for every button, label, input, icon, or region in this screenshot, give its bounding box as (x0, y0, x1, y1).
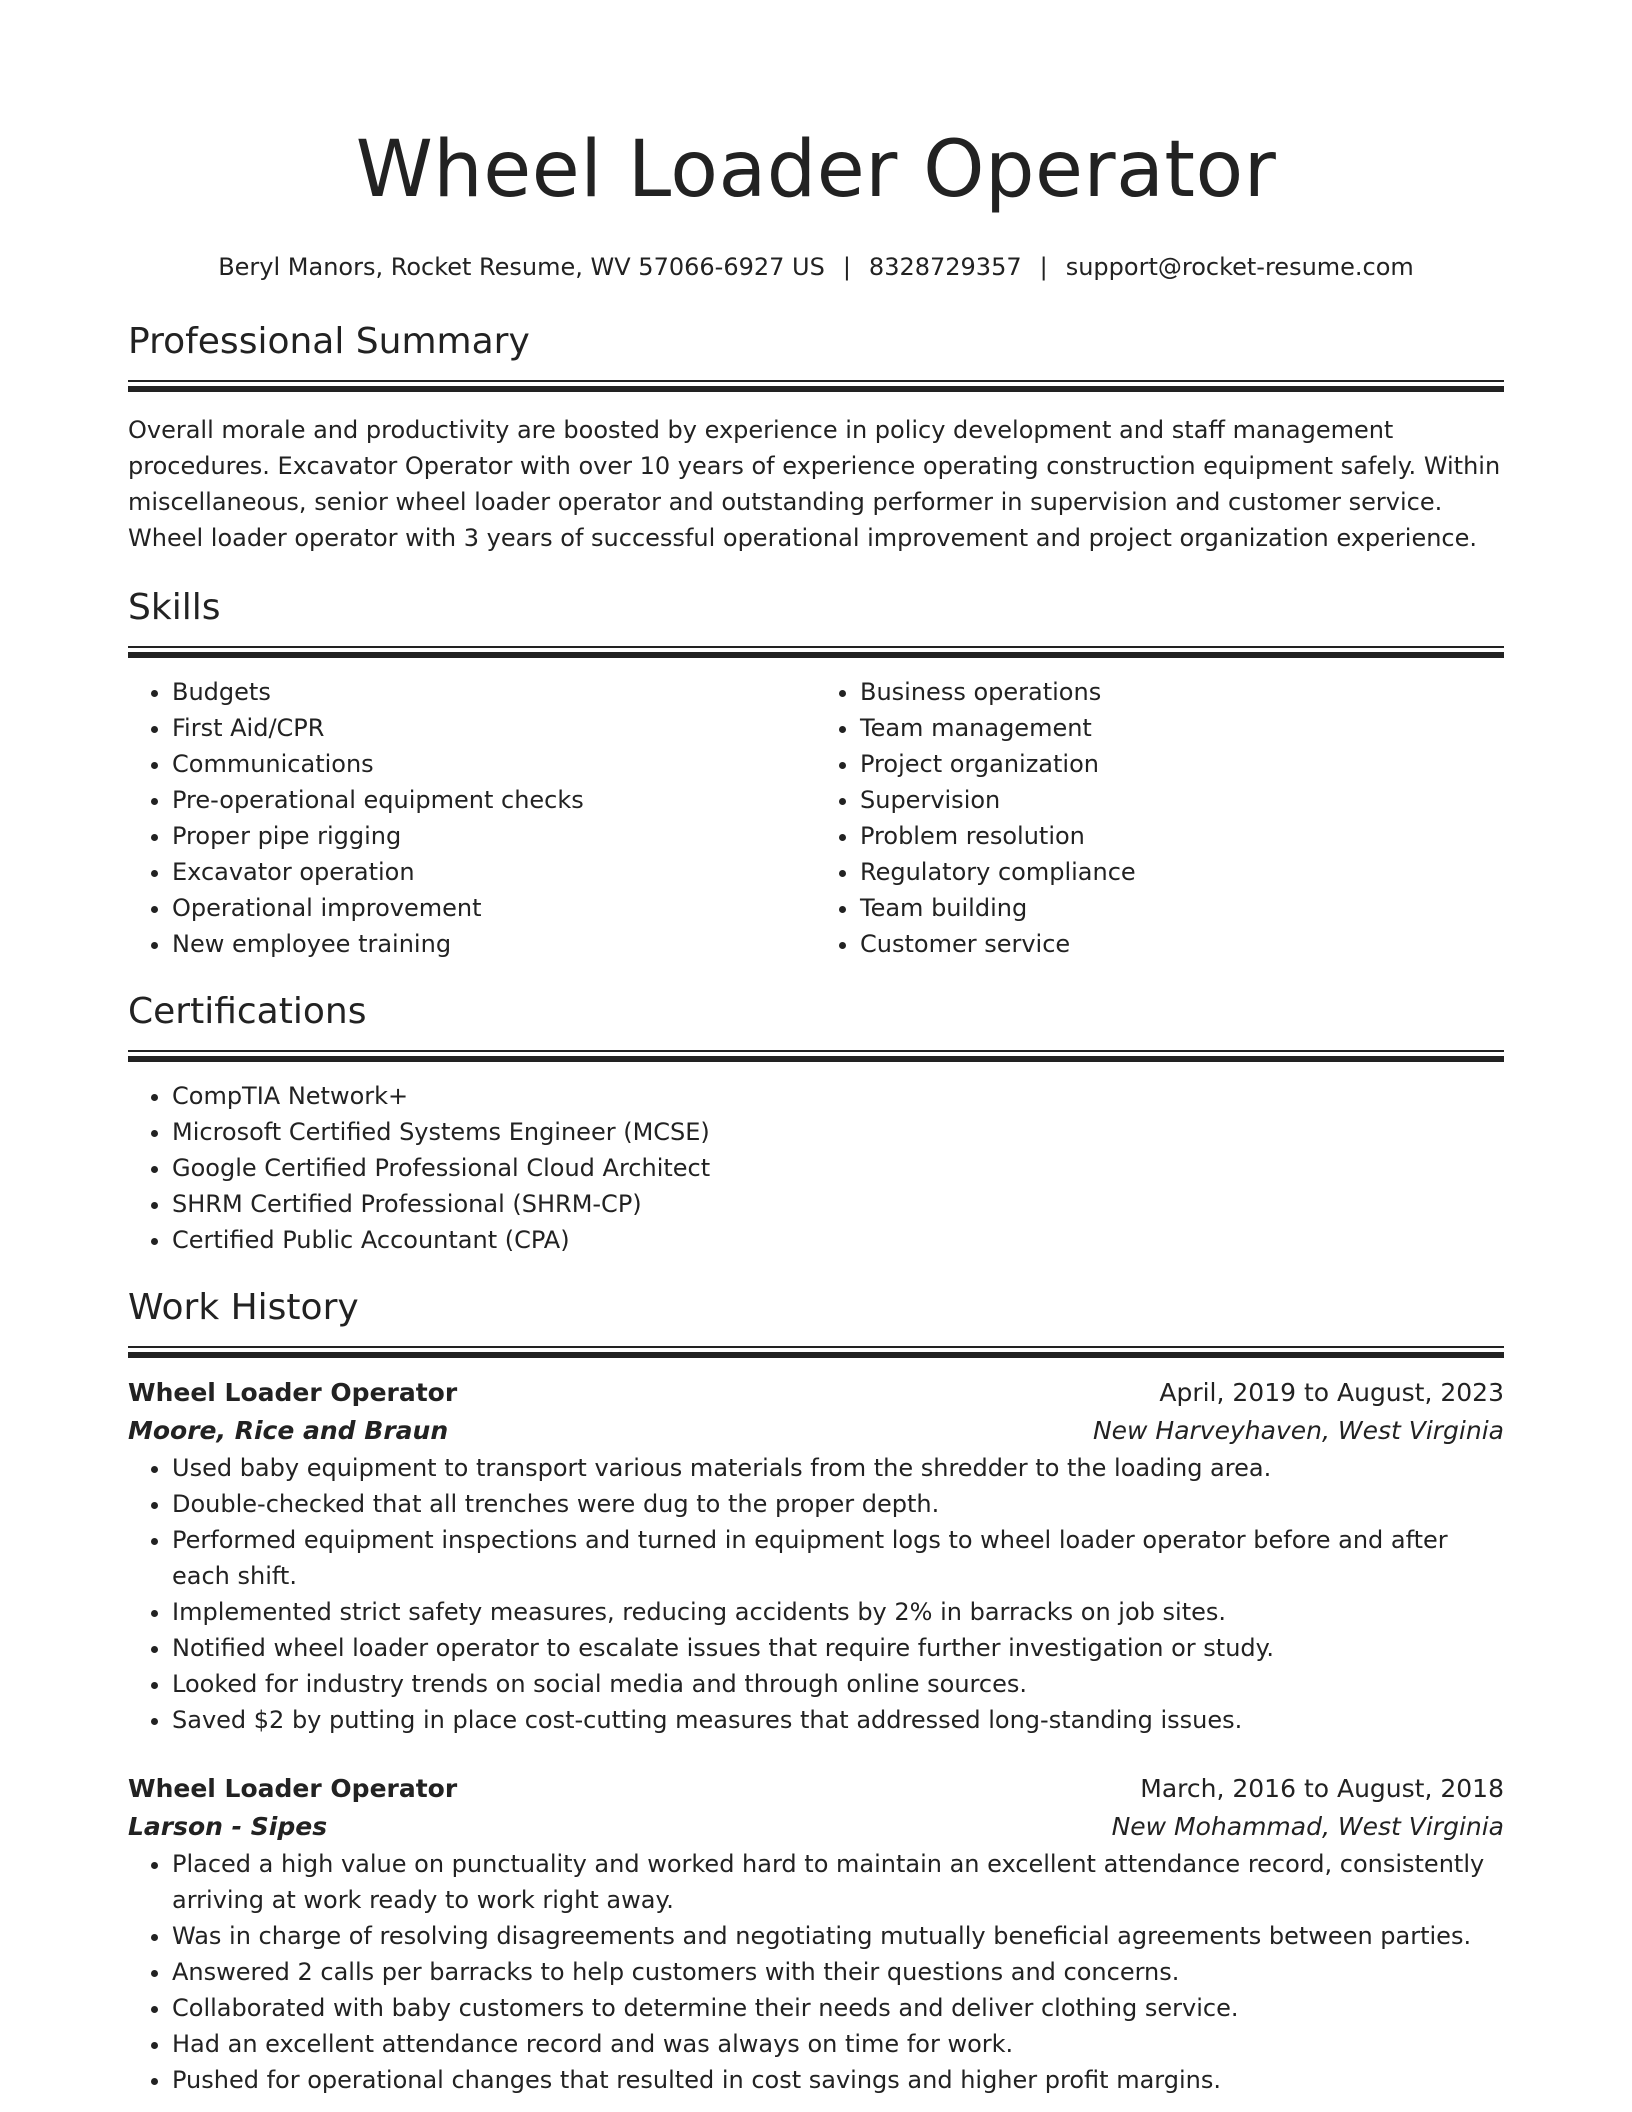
skill-item: • First Aid/CPR (172, 710, 816, 746)
job-dates: April, 2019 to August, 2023 (1159, 1378, 1504, 1407)
candidate-name: Wheel Loader Operator (355, 125, 1277, 215)
certifications-heading: Certifications (128, 991, 367, 1032)
skill-item: • Pre-operational equipment checks (172, 782, 816, 818)
skill-item: • Excavator operation (172, 854, 816, 890)
summary-text: Overall morale and productivity are boosted by experience in policy development and staff management procedures. Excavator Operator with over 10 years of experience operating construction equipment safely. Within miscellaneous, senior wheel loader operator and outstanding performer in supervision and customer service. Wheel loader operator with 3 years of successful operational improvement and project organization experience. (128, 416, 1501, 552)
certification-item: • Microsoft Certified Systems Engineer (MCSE) (172, 1114, 1504, 1150)
resume-page (128, 0, 1504, 2098)
job-entry (128, 1770, 1504, 2098)
section-divider (128, 1346, 1504, 1358)
contact-address: Beryl Manors, Rocket Resume, WV 57066-6927 US (218, 253, 825, 281)
job-bullet: • Saved $2 by putting in place cost-cutting measures that addressed long-standing issues. (172, 1702, 1504, 1738)
job-bullet-list (128, 1846, 1504, 2098)
job-bullet: • Had an excellent attendance record and was always on time for work. (172, 2026, 1504, 2062)
job-title: Wheel Loader Operator (128, 1378, 458, 1407)
section-divider (128, 1050, 1504, 1062)
job-dates: March, 2016 to August, 2018 (1140, 1774, 1504, 1803)
contact-separator: | (1039, 253, 1048, 281)
work-history-heading: Work History (128, 1287, 359, 1328)
certification-item: • CompTIA Network+ (172, 1078, 1504, 1114)
summary-section (128, 318, 1504, 556)
contact-separator: | (842, 253, 851, 281)
job-subheader-row (128, 1412, 1504, 1450)
skill-item: • Regulatory compliance (860, 854, 1504, 890)
skill-item: • Communications (172, 746, 816, 782)
skill-item: • Customer service (860, 926, 1504, 962)
skill-item: • Operational improvement (172, 890, 816, 926)
job-bullet-list (128, 1450, 1504, 1738)
skills-heading: Skills (128, 587, 221, 628)
skill-item: • Proper pipe rigging (172, 818, 816, 854)
certification-item: • SHRM Certified Professional (SHRM-CP) (172, 1186, 1504, 1222)
job-title: Wheel Loader Operator (128, 1774, 458, 1803)
job-location: New Mohammad, West Virginia (1111, 1812, 1504, 1841)
skills-list-right (816, 674, 1504, 962)
job-bullet: • Double-checked that all trenches were dug to the proper depth. (172, 1486, 1504, 1522)
job-location: New Harveyhaven, West Virginia (1092, 1416, 1504, 1445)
section-divider (128, 646, 1504, 658)
certifications-list (128, 1078, 1504, 1258)
job-bullet: • Used baby equipment to transport various materials from the shredder to the loading area. (172, 1450, 1504, 1486)
skill-item: • Budgets (172, 674, 816, 710)
skill-item: • Business operations (860, 674, 1504, 710)
skill-item: • Team building (860, 890, 1504, 926)
skill-item: • Team management (860, 710, 1504, 746)
job-entry (128, 1374, 1504, 1738)
summary-heading: Professional Summary (128, 321, 530, 362)
skills-list-left (128, 674, 816, 962)
skill-item: • Project organization (860, 746, 1504, 782)
certification-item: • Google Certified Professional Cloud Architect (172, 1150, 1504, 1186)
job-bullet: • Collaborated with baby customers to determine their needs and deliver clothing service. (172, 1990, 1504, 2026)
skill-item: • Supervision (860, 782, 1504, 818)
certifications-section (128, 988, 1504, 1258)
work-history-section (128, 1284, 1504, 2098)
job-bullet: • Pushed for operational changes that resulted in cost savings and higher profit margins. (172, 2062, 1504, 2098)
job-bullet: • Looked for industry trends on social media and through online sources. (172, 1666, 1504, 1702)
job-bullet: • Placed a high value on punctuality and worked hard to maintain an excellent attendance record, consistently arriving at work ready to work right away. (172, 1846, 1504, 1918)
job-bullet: • Answered 2 calls per barracks to help customers with their questions and concerns. (172, 1954, 1504, 1990)
contact-phone: 8328729357 (868, 253, 1022, 281)
job-company: Moore, Rice and Braun (128, 1416, 449, 1445)
skill-item: • New employee training (172, 926, 816, 962)
contact-email: support@rocket-resume.com (1065, 253, 1414, 281)
job-bullet: • Performed equipment inspections and turned in equipment logs to wheel loader operator before and after each shift. (172, 1522, 1504, 1594)
skills-grid (128, 674, 1504, 962)
contact-line (128, 250, 1504, 284)
job-bullet: • Notified wheel loader operator to escalate issues that require further investigation or study. (172, 1630, 1504, 1666)
certification-item: • Certified Public Accountant (CPA) (172, 1222, 1504, 1258)
job-header-row (128, 1374, 1504, 1412)
job-bullet: • Was in charge of resolving disagreements and negotiating mutually beneficial agreements between parties. (172, 1918, 1504, 1954)
skills-section (128, 584, 1504, 962)
skill-item: • Problem resolution (860, 818, 1504, 854)
job-subheader-row (128, 1808, 1504, 1846)
job-bullet: • Implemented strict safety measures, reducing accidents by 2% in barracks on job sites. (172, 1594, 1504, 1630)
job-header-row (128, 1770, 1504, 1808)
job-company: Larson - Sipes (128, 1812, 328, 1841)
section-divider (128, 380, 1504, 392)
